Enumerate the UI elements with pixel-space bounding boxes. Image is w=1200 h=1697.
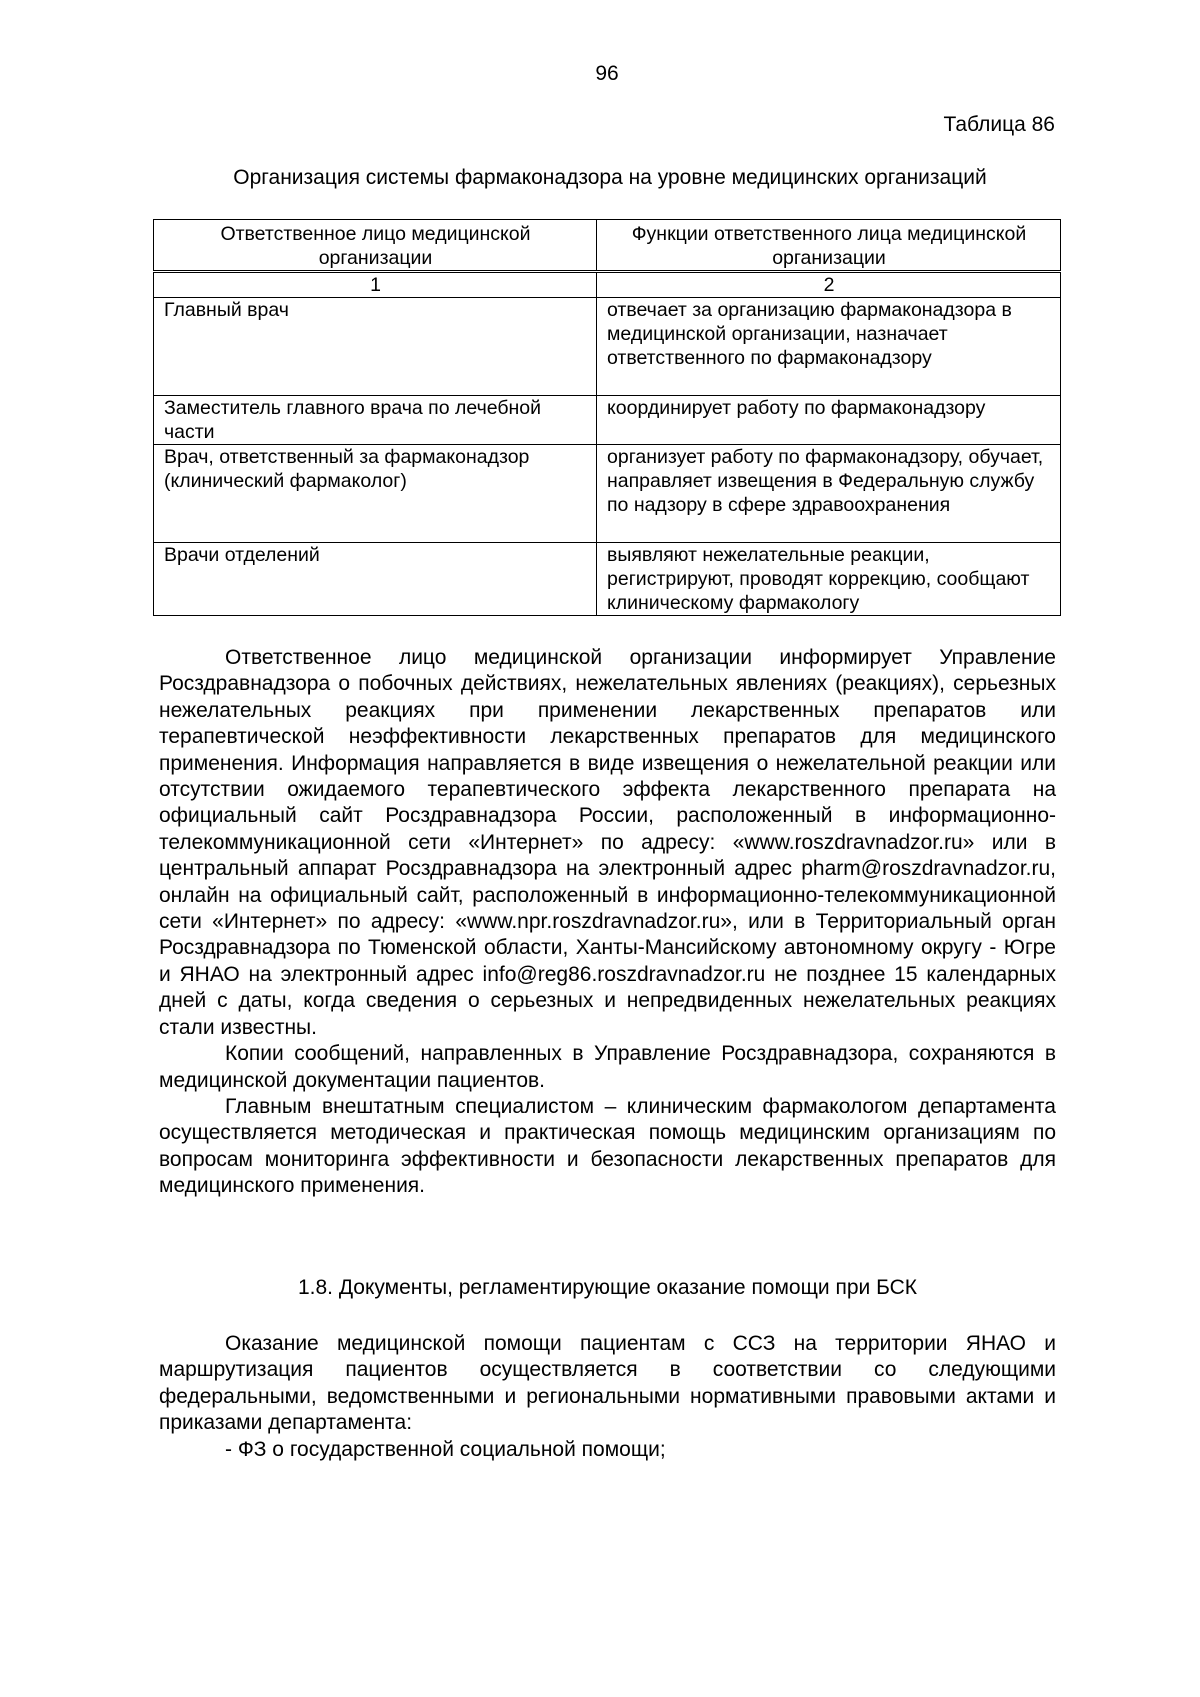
paragraph: Ответственное лицо медицинской организации информирует Управление Росздравнадзора о побочных действиях, нежелательных явлениях (реакциях), серьезных нежелательных реакциях при применении лекарственных препаратов или терапевтической неэффективности лекарственных препаратов для медицинского применения. Информация направляется в виде извещения о нежелательной реакции или отсутствии ожидаемого терапевтического эффекта лекарственного препарата на официальный сайт Росздравнадзора России, расположенный в информационно-телекоммуникационной сети «Интернет» по адресу: «www.roszdravnadzor.ru» или в центральный аппарат Росздравнадзора на электронный адрес pharm@roszdravnadzor.ru, онлайн на официальный сайт, расположенный в информационно-телекоммуникационной сети «Интернет» по адресу: «www.npr.roszdravnadzor.ru», или в Территориальный орган Росздравнадзора по Тюменской области, Ханты-Мансийскому автономному округу - Югре и ЯНАО на электронный адрес info@reg86.roszdravnadzor.ru не позднее 15 календарных дней с даты, когда сведения о серьезных и непредвиденных нежелательных реакциях стали известны. <box>159 646 1056 1039</box>
table-header-cell: Функции ответственного лица медицинской организации <box>597 220 1061 272</box>
paragraph: Главным внештатным специалистом – клиническим фармакологом департамента осуществляется методическая и практическая помощь медицинским организациям по вопросам мониторинга эффективности и безопасности лекарственных препаратов для медицинского применения. <box>159 1094 1056 1198</box>
table-cell-person: Главный врач <box>154 298 597 396</box>
table-header-row <box>154 220 1061 272</box>
table-column-numbers-row <box>154 272 1061 298</box>
column-number-cell: 1 <box>154 272 597 298</box>
table-header-cell: Ответственное лицо медицинской организации <box>154 220 597 272</box>
table-cell-person: Врач, ответственный за фармаконадзор (клинический фармаколог) <box>154 445 597 543</box>
page-number: 96 <box>595 62 619 85</box>
table-cell-function: организует работу по фармаконадзору, обучает, направляет извещения в Федеральную службу по надзору в сфере здравоохранения <box>597 445 1061 543</box>
table-title: Организация системы фармаконадзора на уровне медицинских организаций <box>233 166 987 189</box>
table-row <box>154 543 1061 616</box>
table-cell-person: Врачи отделений <box>154 543 597 616</box>
paragraph: Копии сообщений, направленных в Управление Росздравнадзора, сохраняются в медицинской документации пациентов. <box>159 1042 1056 1092</box>
table-cell-function: координирует работу по фармаконадзору <box>597 396 1061 445</box>
section-body <box>159 1331 1056 1463</box>
paragraph: Оказание медицинской помощи пациентам с ССЗ на территории ЯНАО и маршрутизация пациентов осуществляется в соответствии со следующими федеральными, ведомственными и региональными нормативными правовыми актами и приказами департамента: <box>159 1332 1056 1435</box>
section-heading: 1.8. Документы, регламентирующие оказание помощи при БСК <box>297 1276 918 1299</box>
body-text <box>159 645 1056 1200</box>
table-row <box>154 298 1061 396</box>
table-cell-person: Заместитель главного врача по лечебной части <box>154 396 597 445</box>
table-cell-function: отвечает за организацию фармаконадзора в медицинской организации, назначает ответственного по фармаконадзору <box>597 298 1061 396</box>
responsibility-table <box>153 219 1061 616</box>
table-row <box>154 445 1061 543</box>
table-cell-function: выявляют нежелательные реакции, регистрируют, проводят коррекцию, сообщают клиническому фармакологу <box>597 543 1061 616</box>
column-number-cell: 2 <box>597 272 1061 298</box>
table-row <box>154 396 1061 445</box>
list-item: - ФЗ о государственной социальной помощи; <box>225 1437 666 1461</box>
table-label: Таблица 86 <box>943 113 1055 136</box>
